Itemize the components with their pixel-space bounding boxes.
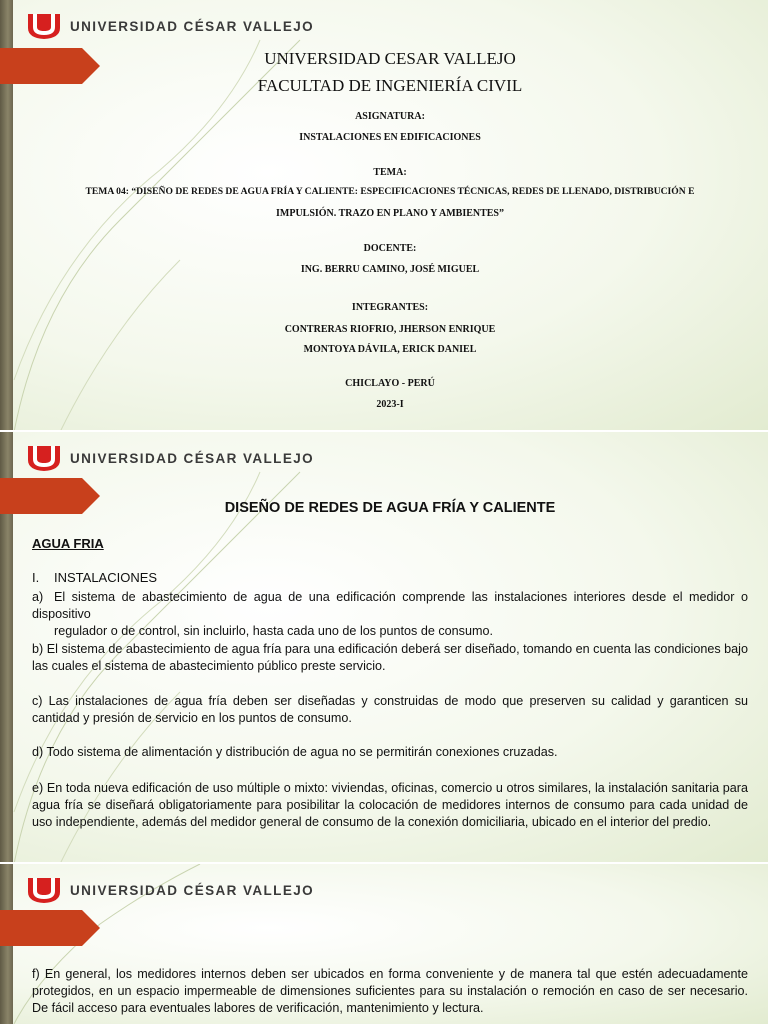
section-heading: AGUA FRIA: [32, 536, 104, 551]
members-label: INTEGRANTES:: [351, 302, 429, 313]
shield-icon: [26, 12, 62, 40]
topic-line-1: TEMA 04: “DISEÑO DE REDES DE AGUA FRÍA Y CALIENTE: ESPECIFICACIONES TÉCNICAS, REDES DE LLENADO, DISTRIBUCIÓN E: [85, 186, 695, 197]
shield-icon: [26, 444, 62, 472]
shield-icon: [26, 876, 62, 904]
content-slide-2: [0, 864, 768, 1024]
topic-line-2: IMPULSIÓN. TRAZO EN PLANO Y AMBIENTES”: [276, 208, 504, 219]
topic-label: TEMA:: [373, 167, 407, 178]
slide-title: DISEÑO DE REDES DE AGUA FRÍA Y CALIENTE: [224, 500, 556, 516]
item-f: f) En general, los medidores internos deben ser ubicados en forma conveniente y de manera tal que estén adecuadamente protegidos, en un espacio impermeable de dimensiones suficientes para su instalación o remoción en caso de ser necesario. De fácil acceso para eventuales labores de verificación, mantenimiento y lectura.: [32, 967, 748, 1015]
item-a-marker: a): [32, 590, 44, 604]
item-a: [32, 589, 748, 640]
logo-text: UNIVERSIDAD CÉSAR VALLEJO: [70, 882, 315, 898]
logo-text: UNIVERSIDAD CÉSAR VALLEJO: [70, 18, 315, 34]
faculty-name: FACULTAD DE INGENIERÍA CIVIL: [257, 76, 523, 95]
item-a-line-2: regulador o de control, sin incluirlo, hasta cada uno de los puntos de consumo.: [54, 624, 493, 638]
subsection-index: I.: [32, 570, 40, 585]
period: 2023-I: [376, 399, 404, 410]
subsection-heading: [32, 570, 157, 585]
place: CHICLAYO - PERÚ: [345, 378, 435, 389]
teacher-label: DOCENTE:: [363, 243, 417, 254]
subsection-title: INSTALACIONES: [54, 570, 158, 585]
university-logo: [26, 444, 314, 472]
member-2: MONTOYA DÁVILA, ERICK DANIEL: [303, 344, 477, 355]
subject-value: INSTALACIONES EN EDIFICACIONES: [299, 132, 481, 143]
logo-text: UNIVERSIDAD CÉSAR VALLEJO: [70, 450, 315, 466]
member-1: CONTRERAS RIOFRIO, JHERSON ENRIQUE: [284, 324, 496, 335]
item-b: b) El sistema de abastecimiento de agua fría para una edificación deberá ser diseñado, tomando en cuenta las condiciones bajo las cuales el sistema de abastecimiento público preste servicio.: [32, 642, 748, 673]
university-name: UNIVERSIDAD CESAR VALLEJO: [264, 49, 516, 68]
teacher-name: ING. BERRU CAMINO, JOSÉ MIGUEL: [300, 264, 480, 275]
content-slide-1: [0, 432, 768, 864]
red-tab-marker: [0, 910, 100, 946]
subject-label: ASIGNATURA:: [355, 111, 425, 122]
cover-slide: [0, 0, 768, 432]
item-e: e) En toda nueva edificación de uso múltiple o mixto: viviendas, oficinas, comercio u otros similares, la instalación sanitaria para agua fría se diseñará obligatoriamente para posibilitar la colocación de medidores internos de consumo para cada unidad de uso independiente, además del medidor general de consumo de la conexión domiciliaria, ubicado en el interior del predio.: [32, 781, 748, 829]
university-logo: [26, 12, 314, 40]
item-d: d) Todo sistema de alimentación y distribución de agua no se permitirán conexiones cruzadas.: [32, 745, 558, 759]
university-logo: [26, 876, 314, 904]
item-c: c) Las instalaciones de agua fría deben ser diseñadas y construidas de modo que preserven su calidad y garanticen su cantidad y presión de servicio en los puntos de consumo.: [32, 694, 748, 725]
item-a-line-1: El sistema de abastecimiento de agua de una edificación comprende las instalaciones interiores desde el medidor o dispositivo: [32, 590, 748, 621]
